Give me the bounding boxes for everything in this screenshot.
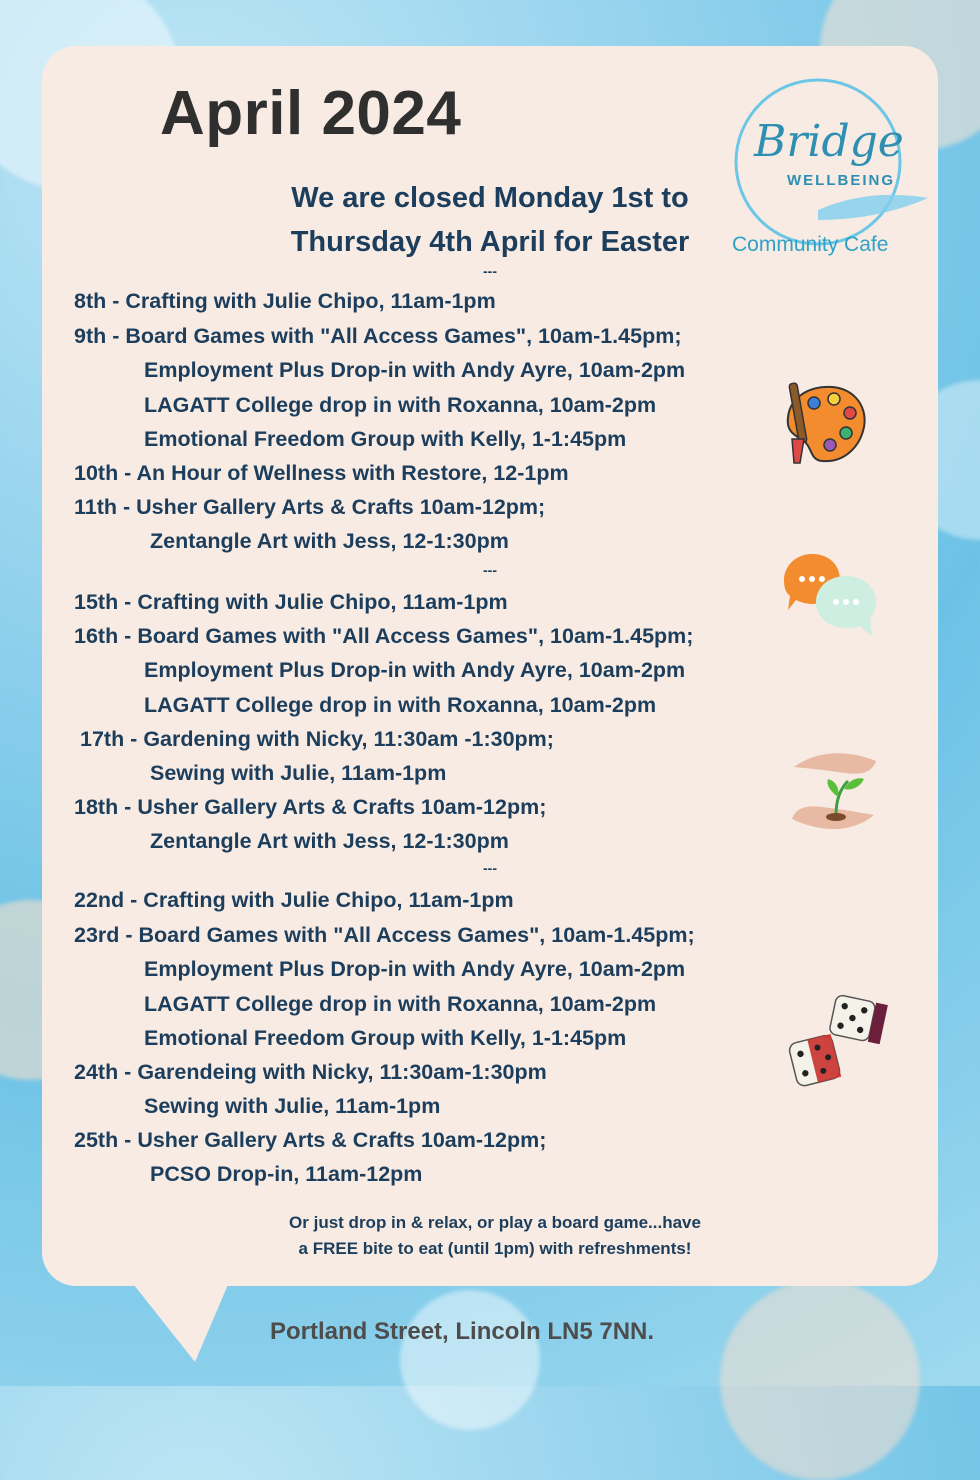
schedule-line: 9th - Board Games with "All Access Games", 10am-1.45pm;	[74, 324, 682, 348]
closure-notice	[250, 176, 730, 264]
schedule-line: LAGATT College drop in with Roxanna, 10am-2pm	[144, 992, 657, 1016]
page-title: April 2024	[160, 79, 462, 148]
schedule-line: 25th - Usher Gallery Arts & Crafts 10am-12pm;	[74, 1128, 547, 1152]
schedule-line: 10th - An Hour of Wellness with Restore, 12-1pm	[74, 461, 569, 485]
schedule-line: 16th - Board Games with "All Access Games", 10am-1.45pm;	[74, 624, 694, 648]
schedule-line: 11th - Usher Gallery Arts & Crafts 10am-12pm;	[74, 495, 546, 519]
logo-subtitle: WELLBEING	[787, 172, 895, 189]
logo-tagline: Community Cafe	[732, 233, 889, 256]
schedule-line: 23rd - Board Games with "All Access Games", 10am-1.45pm;	[74, 923, 695, 947]
footer-note	[235, 1210, 755, 1262]
schedule-line: 18th - Usher Gallery Arts & Crafts 10am-12pm;	[74, 795, 547, 819]
schedule-line: 22nd - Crafting with Julie Chipo, 11am-1pm	[74, 888, 514, 912]
separator: ---	[483, 562, 497, 578]
schedule-line: Emotional Freedom Group with Kelly, 1-1:45pm	[144, 1026, 627, 1050]
chat-bubbles-icon	[782, 550, 878, 642]
schedule-line: 15th - Crafting with Julie Chipo, 11am-1pm	[74, 590, 508, 614]
schedule-line: LAGATT College drop in with Roxanna, 10am-2pm	[144, 393, 657, 417]
schedule-line: Emotional Freedom Group with Kelly, 1-1:45pm	[144, 427, 627, 451]
schedule-line: 17th - Gardening with Nicky, 11:30am -1:30pm;	[80, 727, 554, 751]
schedule-line: LAGATT College drop in with Roxanna, 10am-2pm	[144, 693, 657, 717]
closure-line-1: We are closed Monday 1st to	[291, 182, 689, 214]
schedule-line: Employment Plus Drop-in with Andy Ayre, 10am-2pm	[144, 957, 686, 981]
schedule-line: Sewing with Julie, 11am-1pm	[144, 1094, 441, 1118]
paint-palette-icon	[780, 375, 870, 470]
background-bokeh	[400, 1290, 540, 1430]
footer-note-line-2: a FREE bite to eat (until 1pm) with refreshments!	[298, 1239, 692, 1258]
schedule-line: Employment Plus Drop-in with Andy Ayre, 10am-2pm	[144, 658, 686, 682]
schedule-line: Sewing with Julie, 11am-1pm	[150, 761, 447, 785]
dice-icon	[782, 990, 892, 1090]
schedule-line: 24th - Garendeing with Nicky, 11:30am-1:30pm	[74, 1060, 547, 1084]
schedule-line: Zentangle Art with Jess, 12-1:30pm	[150, 829, 509, 853]
separator: ---	[483, 263, 497, 279]
hands-plant-icon	[786, 745, 882, 837]
schedule-line: Zentangle Art with Jess, 12-1:30pm	[150, 529, 509, 553]
logo-title: Bridge	[754, 116, 904, 167]
schedule-line: Employment Plus Drop-in with Andy Ayre, 10am-2pm	[144, 358, 686, 382]
footer-note-line-1: Or just drop in & relax, or play a board game...have	[289, 1213, 701, 1232]
separator: ---	[483, 860, 497, 876]
schedule-line: 8th - Crafting with Julie Chipo, 11am-1pm	[74, 289, 496, 313]
schedule-line: PCSO Drop-in, 11am-12pm	[150, 1162, 423, 1186]
background-bokeh	[720, 1280, 920, 1480]
closure-line-2: Thursday 4th April for Easter	[290, 226, 690, 258]
address: Portland Street, Lincoln LN5 7NN.	[270, 1318, 655, 1345]
